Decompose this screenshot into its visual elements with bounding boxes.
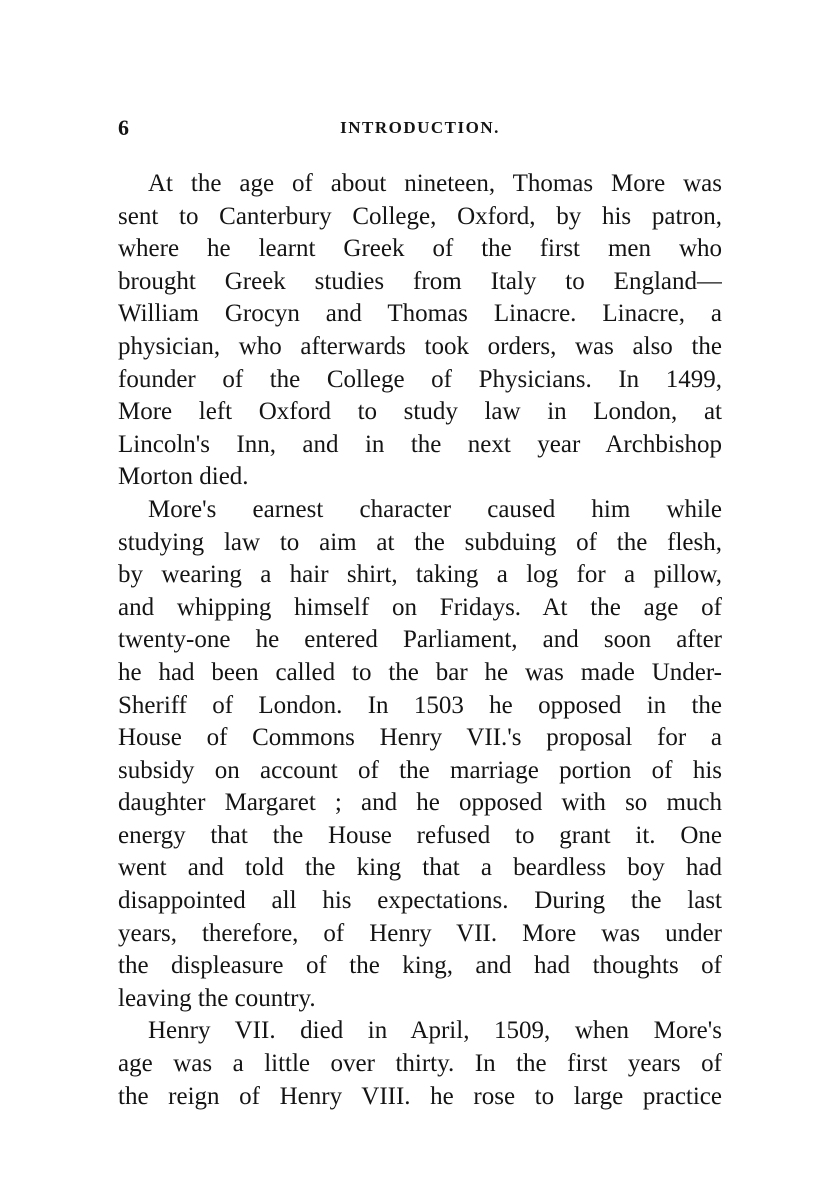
body-text — [118, 168, 722, 1113]
running-head-title: INTRODUCTION. — [340, 118, 500, 137]
text-line: Henry VII. died in April, 1509, when More's — [148, 1017, 722, 1045]
text-line: studying law to aim at the subduing of the flesh, — [118, 528, 722, 556]
text-line: Lincoln's Inn, and in the next year Archbishop — [118, 430, 722, 458]
text-line: by wearing a hair shirt, taking a log for a pillow, — [118, 561, 722, 589]
text-line: More's earnest character caused him while — [148, 495, 722, 523]
text-line: More left Oxford to study law in London, at — [118, 398, 722, 426]
text-line: the displeasure of the king, and had thoughts of — [118, 952, 722, 980]
text-line: At the age of about nineteen, Thomas More was — [148, 170, 722, 197]
text-line: the reign of Henry VIII. he rose to large practice — [118, 1082, 722, 1110]
text-line: went and told the king that a beardless boy had — [118, 854, 722, 882]
text-line: brought Greek studies from Italy to England— — [118, 267, 722, 295]
text-line: Morton died. — [118, 463, 249, 491]
text-line: founder of the College of Physicians. In 1499, — [118, 365, 722, 393]
text-line: Sheriff of London. In 1503 he opposed in the — [118, 691, 722, 719]
paragraph-3 — [118, 1015, 722, 1113]
text-line: energy that the House refused to grant it. One — [118, 821, 722, 849]
text-line: subsidy on account of the marriage portion of his — [118, 756, 722, 784]
text-line: twenty-one he entered Parliament, and soon after — [118, 626, 722, 654]
text-line: House of Commons Henry VII.'s proposal for a — [118, 724, 722, 752]
text-line: leaving the country. — [118, 984, 316, 1012]
text-line: sent to Canterbury College, Oxford, by his patron, — [118, 202, 722, 230]
paragraph-2 — [118, 494, 722, 1016]
text-line: William Grocyn and Thomas Linacre. Linacre, a — [118, 300, 722, 328]
running-head — [118, 113, 722, 143]
text-line: physician, who afterwards took orders, was also the — [118, 332, 722, 360]
text-line: and whipping himself on Fridays. At the age of — [118, 593, 722, 621]
text-line: he had been called to the bar he was made Under- — [118, 658, 722, 686]
text-line: age was a little over thirty. In the first years of — [118, 1050, 722, 1078]
text-line: daughter Margaret ; and he opposed with so much — [118, 789, 722, 817]
text-line: disappointed all his expectations. During the last — [118, 887, 722, 915]
text-line: years, therefore, of Henry VII. More was under — [118, 919, 722, 947]
paragraph-1 — [118, 168, 722, 494]
text-line: where he learnt Greek of the first men who — [118, 235, 722, 263]
page-number: 6 — [118, 115, 129, 140]
